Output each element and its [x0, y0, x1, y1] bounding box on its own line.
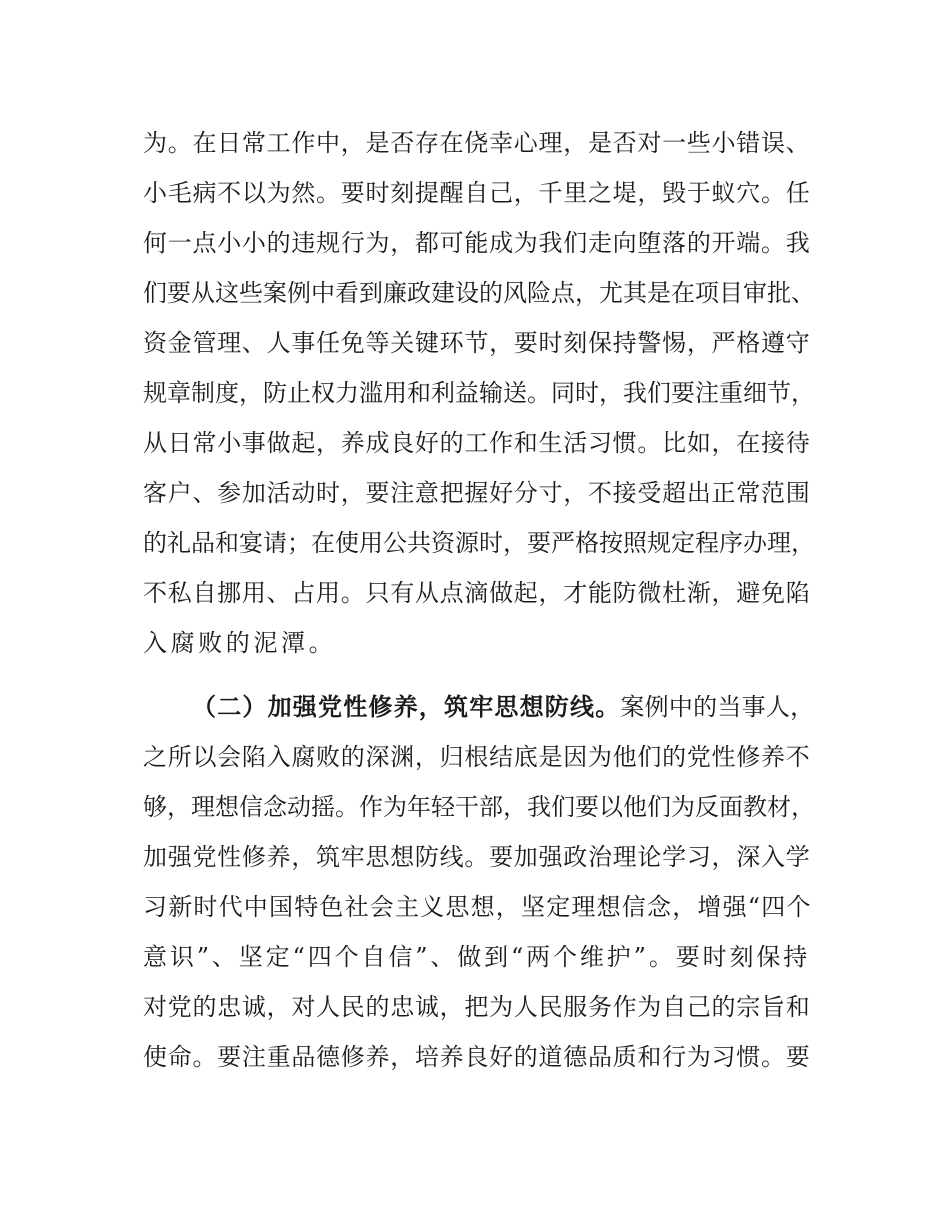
section-heading-line — [192, 692, 814, 722]
text-line: 的礼品和宴请；在使用公共资源时，要严格按照规定程序办理， — [143, 529, 815, 557]
text-line: 不私自挪用、占用。只有从点滴做起，才能防微杜渐，避免陷 — [143, 579, 811, 607]
text-line: 使命。要注重品德修养，培养良好的道德品质和行为习惯。要 — [143, 1043, 811, 1071]
text-line: 对党的忠诚，对人民的忠诚，把为人民服务作为自己的宗旨和 — [143, 993, 811, 1021]
text-line: 规章制度，防止权力滥用和利益输送。同时，我们要注重细节， — [143, 379, 815, 407]
text-line: 入腐败的泥潭。 — [143, 629, 337, 657]
text-line: 资金管理、人事任免等关键环节，要时刻保持警惕，严格遵守 — [143, 329, 811, 357]
text-line: 小毛病不以为然。要时刻提醒自己，千里之堤，毁于蚁穴。任 — [143, 179, 811, 207]
text-line: 何一点小小的违规行为，都可能成为我们走向堕落的开端。我 — [143, 229, 811, 257]
text-line: 客户、参加活动时，要注意把握好分寸，不接受超出正常范围 — [143, 479, 811, 507]
text-line: 够，理想信念动摇。作为年轻干部，我们要以他们为反面教材， — [143, 793, 815, 821]
text-line: 加强党性修养，筑牢思想防线。要加强政治理论学习，深入学 — [143, 843, 811, 871]
section-heading-continuation: 案例中的当事人， — [620, 693, 815, 721]
text-line: 们要从这些案例中看到廉政建设的风险点，尤其是在项目审批、 — [143, 279, 815, 307]
text-line: 为。在日常工作中，是否存在侥幸心理，是否对一些小错误、 — [143, 129, 811, 157]
text-line: 之所以会陷入腐败的深渊，归根结底是因为他们的党性修养不 — [143, 743, 811, 771]
text-line: 从日常小事做起，养成良好的工作和生活习惯。比如，在接待 — [143, 429, 811, 457]
section-heading: （二）加强党性修养，筑牢思想防线。 — [192, 693, 621, 721]
text-line: 意识”、坚定“四个自信”、做到“两个维护”。要时刻保持 — [143, 943, 811, 971]
text-line: 习新时代中国特色社会主义思想，坚定理想信念，增强“四个 — [143, 893, 812, 921]
